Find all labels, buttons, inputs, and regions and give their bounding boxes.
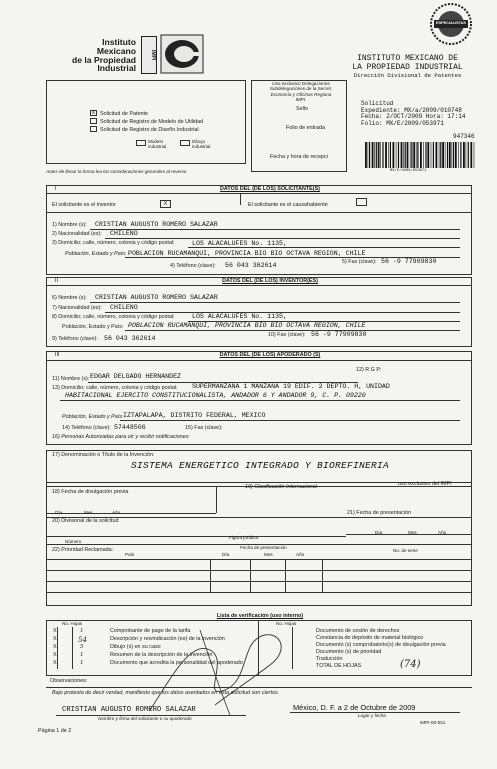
barcode-bar	[445, 142, 446, 168]
checklist-row: X 1 Documento que acredita la personalidad del apoderado	[53, 660, 243, 666]
impi-logo-icon	[160, 34, 204, 74]
month-label-18: Mes	[84, 510, 93, 515]
sub-modelo-label: Modelo industrial	[148, 139, 167, 150]
label-1: 1) Nombre (s):	[52, 222, 87, 228]
year-label-22: Año	[296, 552, 305, 557]
value-13c: IZTAPALAPA, DISTRITO FEDERAL, MEXICO	[123, 412, 266, 419]
label-6: 6) Nombre (s):	[52, 295, 87, 301]
observaciones-label: Observaciones:	[50, 678, 88, 684]
logo-text: Instituto Mexicano de la Propiedad Industrial	[72, 37, 136, 74]
opt-patente-label: Solicitud de Patente	[100, 111, 148, 117]
label-3: 3) Domicilio; calle, número, colonia y código postal:	[52, 240, 175, 246]
form-code: IMPI-00-001	[420, 720, 446, 725]
stamp-number: 947346	[453, 133, 475, 140]
page-number: Página 1 de 2	[38, 728, 72, 734]
opt-modelo-label: Solicitud de Registro de Modelo de Utilidad	[100, 119, 204, 125]
barcode-bar	[374, 142, 375, 168]
check-diseno[interactable]	[90, 126, 97, 132]
section-1-title: DATOS DEL (DE LOS) SOLICITANTE(S)	[220, 186, 320, 192]
instructions-note: Antes de llenar la forma lea las consideraciones generales al reverso	[46, 169, 187, 174]
value-1: CRISTIAN AUGUSTO ROMERO SALAZAR	[95, 221, 218, 228]
barcode-bar	[440, 142, 441, 168]
barcode-bar	[458, 142, 459, 168]
value-10: 56 -9 77909830	[311, 331, 367, 338]
barcode-bar	[405, 142, 406, 168]
section-3-num: III	[55, 352, 60, 358]
checklist-right-item: Constancia de depósito de material biológico	[316, 635, 424, 641]
barcode-bar	[442, 142, 444, 168]
checklist-row: X 5 Dibujo (s) en su caso	[53, 644, 161, 650]
label-8: 8) Domicilio; calle, número, colonia y código postal:	[52, 314, 175, 320]
year-label-21: Año	[438, 530, 447, 535]
section-2-title: DATOS DEL (DE LOS) INVENTOR(ES)	[222, 278, 318, 284]
no-hojas-right: No. Hojas	[276, 621, 297, 626]
label-4: 4) Teléfono (clave):	[170, 263, 216, 269]
barcode-bar	[468, 142, 469, 168]
barcode-bar	[401, 142, 403, 168]
day-label-18: Día	[55, 510, 63, 515]
barcode-bar	[411, 142, 412, 168]
checklist-right-list	[316, 628, 472, 670]
label-22: 22) Prioridad Reclamada:	[52, 547, 114, 553]
label-20: 20) Divisional de la solicitud	[52, 518, 119, 524]
impi-mark: IMPI	[141, 36, 157, 74]
barcode-bar	[410, 142, 411, 168]
checklist-title: Lista de verificación (uso interno)	[216, 613, 304, 619]
uso-impi-label: uso exclusivo del IMPI	[398, 481, 452, 487]
check-patente[interactable]: X	[91, 110, 96, 116]
no-serie-label: No. de serie	[393, 548, 418, 553]
checklist-row: X 54 Descripción y reivindicación (es) de la invención	[53, 636, 225, 644]
total-hojas-value: (74)	[400, 659, 421, 670]
seal-stamp	[425, 2, 477, 46]
barcode-caption: MX/E/2009/053971	[390, 169, 427, 173]
barcode-bar	[420, 142, 422, 168]
signer-name: CRISTIAN AUGUSTO ROMERO SALAZAR	[62, 706, 196, 714]
label-21: 21) Fecha de presentación	[347, 510, 412, 516]
inventor-question: El solicitante es el inventor	[52, 202, 116, 208]
label-8b: Población, Estado y País:	[62, 324, 124, 330]
check-dibujo-industrial[interactable]	[180, 140, 190, 146]
checklist-right-item: Documento (s) de prioridad	[316, 649, 382, 655]
checklist-right-item: Traducción	[316, 656, 343, 662]
value-17: SISTEMA ENERGETICO INTEGRADO Y BIOREFINERIA	[131, 460, 390, 471]
value-5: 56 -9 77909830	[381, 258, 437, 265]
barcode-bar	[398, 142, 399, 168]
label-18: 18) Fecha de divulgación previa	[52, 489, 129, 495]
figura-label: Figura jurídica	[229, 535, 259, 540]
barcode-bar	[423, 142, 424, 168]
month-label-21: Mes	[408, 530, 417, 535]
folio-label: Folio de entrada	[286, 125, 325, 131]
value-13b: HABITACIONAL EJERCITO CONSTITUCIONALISTA, ANDADOR 6 Y ANDADOR 9, C. P. 09220	[65, 392, 366, 399]
label-9: 9) Teléfono (clave):	[52, 336, 98, 342]
barcode-bar	[365, 142, 367, 168]
value-3b: POBLACION RUCAMANQUI, PROVINCIA BIO BIO OCTAVA REGION, CHILE	[128, 250, 366, 257]
barcode-bar	[425, 142, 426, 168]
barcode-bar	[439, 142, 440, 168]
office-use-label: Uso exclusivo Delegaciones Subdelegaciones de la Secret. Economía y Oficinas Regiona IMPI.	[269, 81, 333, 102]
value-9: 56 043 362614	[104, 335, 156, 342]
barcode-bar	[416, 142, 417, 168]
barcode-bar	[455, 142, 457, 168]
label-13c: Población, Estado y País:	[62, 414, 124, 420]
day-label-21: Día	[375, 530, 383, 535]
value-13a: SUPERMANZANA 1 MANZANA 19 EDIF. 2 DEPTO. H, UNIDAD	[192, 383, 390, 390]
barcode-bar	[463, 142, 465, 168]
check-modelo[interactable]	[90, 118, 97, 124]
barcode-bar	[436, 142, 438, 168]
value-4: 56 043 362614	[225, 262, 277, 269]
signer-label: Nombre y firma del solicitante o su apoderado	[98, 716, 192, 721]
label-17: 17) Denominación o Título de la Invención:	[52, 452, 155, 458]
month-label-22: Mes	[264, 552, 273, 557]
no-hojas-left: No. Hojas	[62, 621, 83, 626]
section-4-box	[46, 450, 472, 606]
barcode-bar	[460, 142, 461, 168]
barcode-bar	[433, 142, 434, 168]
barcode-bar	[453, 142, 454, 168]
value-11: EDGAR DELGADO HERNANDEZ	[90, 373, 182, 380]
section-2-num: II	[55, 278, 58, 284]
label-13: 13) Domicilio; calle, número, colonia y código postal:	[52, 385, 178, 391]
signature-scribble	[140, 620, 300, 720]
value-8: LOS ALACALUFES No. 1135,	[192, 313, 287, 320]
barcode-bar	[417, 142, 418, 168]
label-2: 2) Nacionalidad (es):	[52, 231, 102, 237]
barcode-bar	[449, 142, 451, 168]
barcode-bar	[452, 142, 453, 168]
barcode-bar	[413, 142, 415, 168]
institute-title: INSTITUTO MEXICANO DE LA PROPIEDAD INDUSTRIAL Dirección Divisional de Patentes	[352, 54, 463, 79]
barcode-bar	[380, 142, 381, 168]
opt-diseno-label: Solicitud de Registro de Diseño Industrial	[100, 127, 199, 133]
barcode	[363, 142, 477, 168]
label-16: 16) Personas Autorizadas para oír y recibir notificaciones:	[52, 434, 190, 440]
label-19: 19) Clasificación Internacional	[245, 484, 317, 490]
barcode-bar	[393, 142, 395, 168]
section-1-num: I	[55, 186, 57, 192]
year-label-18: Año	[112, 510, 121, 515]
check-causahabiente[interactable]	[356, 198, 367, 206]
check-inventor[interactable]: X	[160, 200, 171, 208]
pais-label: País	[125, 552, 135, 557]
barcode-bar	[474, 142, 475, 168]
checklist-right-item: Documento de cesión de derechos	[316, 628, 400, 634]
place-date: México, D. F. a 2 de Octubre de 2009	[293, 703, 416, 712]
seal-text: ESPECIALISTAS	[436, 21, 466, 25]
barcode-bar	[369, 142, 370, 168]
barcode-bar	[447, 142, 448, 168]
barcode-bar	[396, 142, 397, 168]
label-12: 12) R G P:	[356, 367, 382, 373]
numero-label: Número	[65, 539, 82, 544]
label-14: 14) Teléfono (clave):	[62, 425, 111, 431]
barcode-bar	[376, 142, 377, 168]
sub-dibujo-label: Dibujo industrial	[192, 139, 211, 150]
place-label: Lugar y fecha	[358, 713, 386, 718]
sello-label: Sello	[296, 106, 308, 112]
reception-stamp: Solicitud Expediente: MX/a/2009/010748 Fecha: 2/OCT/2009 Hora: 17:14 Folio: MX/E/2009/053971	[361, 100, 466, 127]
barcode-bar	[378, 142, 380, 168]
label-10: 10) Fax (clave):	[268, 332, 306, 338]
barcode-bar	[388, 142, 389, 168]
checklist-right-item: Documento (s) comprobatorio(s) de divulgación previa	[316, 642, 446, 648]
value-2: CHILENO	[110, 230, 138, 237]
checklist-right-item: TOTAL DE HOJAS	[316, 663, 362, 669]
protesta-text: Bajo protesta de decir verdad, manifiesto que los datos asentados en esta solicitud son ciertos.	[52, 690, 280, 696]
value-8b: POBLACION RUCAMANQUI, PROVINCIA BIO BIO OCTAVA REGION, CHILE	[128, 322, 366, 329]
section-3-title: DATOS DEL (DE LOS) APODERADO (S)	[219, 352, 321, 358]
barcode-bar	[372, 142, 374, 168]
barcode-bar	[390, 142, 391, 168]
barcode-bar	[403, 142, 404, 168]
label-3b: Población, Estado y País:	[65, 251, 127, 257]
barcode-bar	[470, 142, 472, 168]
barcode-bar	[382, 142, 383, 168]
barcode-bar	[368, 142, 369, 168]
value-7: CHILENO	[110, 304, 138, 311]
label-11: 11) Nombre (s):	[52, 376, 90, 382]
label-5: 5) Fax (clave):	[342, 259, 377, 265]
value-14: 57448506	[114, 424, 146, 431]
value-6: CRISTIAN AUGUSTO ROMERO SALAZAR	[95, 294, 218, 301]
fecha-pres-label: Fecha de presentación	[240, 545, 287, 550]
day-label-22: Día	[222, 552, 230, 557]
causa-question: El solicitante es el causahabiente	[248, 202, 328, 208]
check-modelo-industrial[interactable]	[136, 140, 146, 146]
checklist-row: X 1 Resumen de la descripción de la invención	[53, 652, 213, 658]
value-3: LOS ALACALUFES No. 1135,	[192, 240, 287, 247]
label-7: 7) Nacionalidad (es):	[52, 305, 102, 311]
barcode-bar	[385, 142, 387, 168]
label-15: 15) Fax (clave):	[185, 425, 223, 431]
checklist-row: X 1 Comprobante de pago de la tarifa	[53, 628, 191, 634]
barcode-bar	[407, 142, 409, 168]
barcode-bar	[466, 142, 467, 168]
barcode-bar	[427, 142, 429, 168]
fecha-recepcion-label: Fecha y hora de recepci	[270, 154, 328, 160]
barcode-bar	[431, 142, 432, 168]
